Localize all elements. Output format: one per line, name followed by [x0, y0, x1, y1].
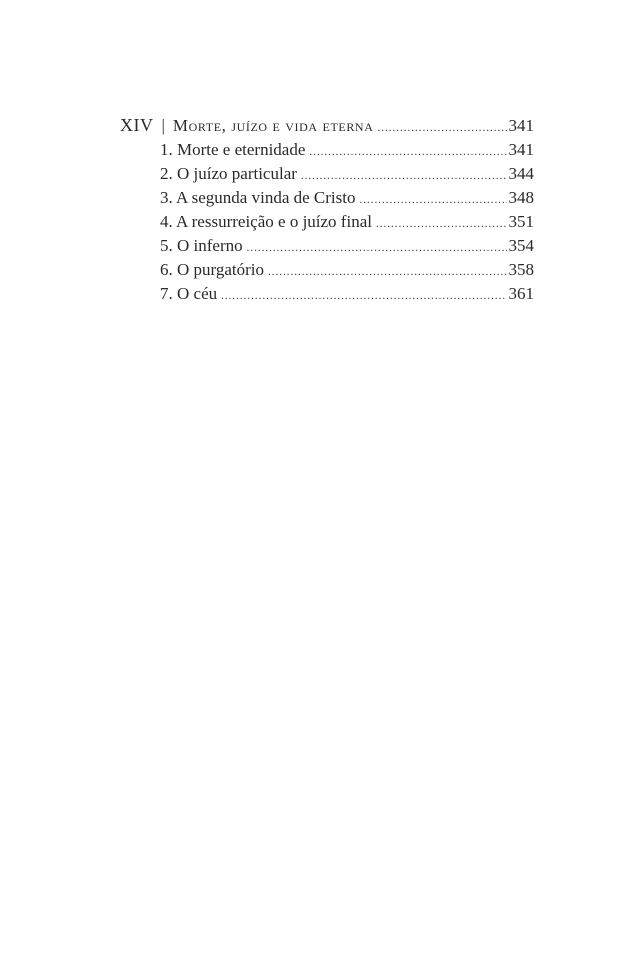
toc-entry-page: 344	[508, 164, 534, 183]
dot-leader	[247, 236, 507, 260]
toc-entry-label: 2. O juízo particular	[160, 164, 297, 183]
toc-entry	[120, 282, 534, 306]
toc-entry-label: 6. O purgatório	[160, 260, 265, 279]
toc-entry-page: 358	[508, 260, 534, 279]
chapter-page-number: 341	[508, 116, 534, 135]
toc-entry	[120, 162, 534, 186]
toc-entry	[120, 138, 534, 162]
dot-leader	[221, 284, 506, 308]
toc-entry-page: 351	[508, 212, 534, 231]
dot-leader	[301, 164, 507, 188]
dot-leader	[377, 115, 506, 141]
chapter-title: Morte, juízo e vida eterna	[172, 116, 374, 135]
toc-entry-label: 1. Morte e eternidade	[160, 140, 306, 159]
toc-entry-page: 348	[508, 188, 534, 207]
dot-leader	[359, 188, 506, 212]
toc-entry-page: 361	[508, 284, 534, 303]
toc-entry	[120, 234, 534, 258]
toc-entry-label: 3. A segunda vinda de Cristo	[160, 188, 356, 207]
dot-leader	[376, 212, 507, 236]
toc-entry	[120, 186, 534, 210]
toc-chapter-row	[120, 112, 534, 138]
toc-entry-page: 354	[508, 236, 534, 255]
dot-leader	[309, 140, 506, 164]
toc-entry	[120, 258, 534, 282]
toc-entry	[120, 210, 534, 234]
toc-entry-page: 341	[508, 140, 534, 159]
toc-entry-label: 4. A ressurreição e o juízo final	[160, 212, 372, 231]
toc-entry-label: 5. O inferno	[160, 236, 243, 255]
table-of-contents	[120, 112, 534, 306]
chapter-number: XIV	[120, 115, 154, 135]
toc-entry-label: 7. O céu	[160, 284, 218, 303]
dot-leader	[268, 260, 506, 284]
chapter-separator: |	[161, 116, 165, 135]
